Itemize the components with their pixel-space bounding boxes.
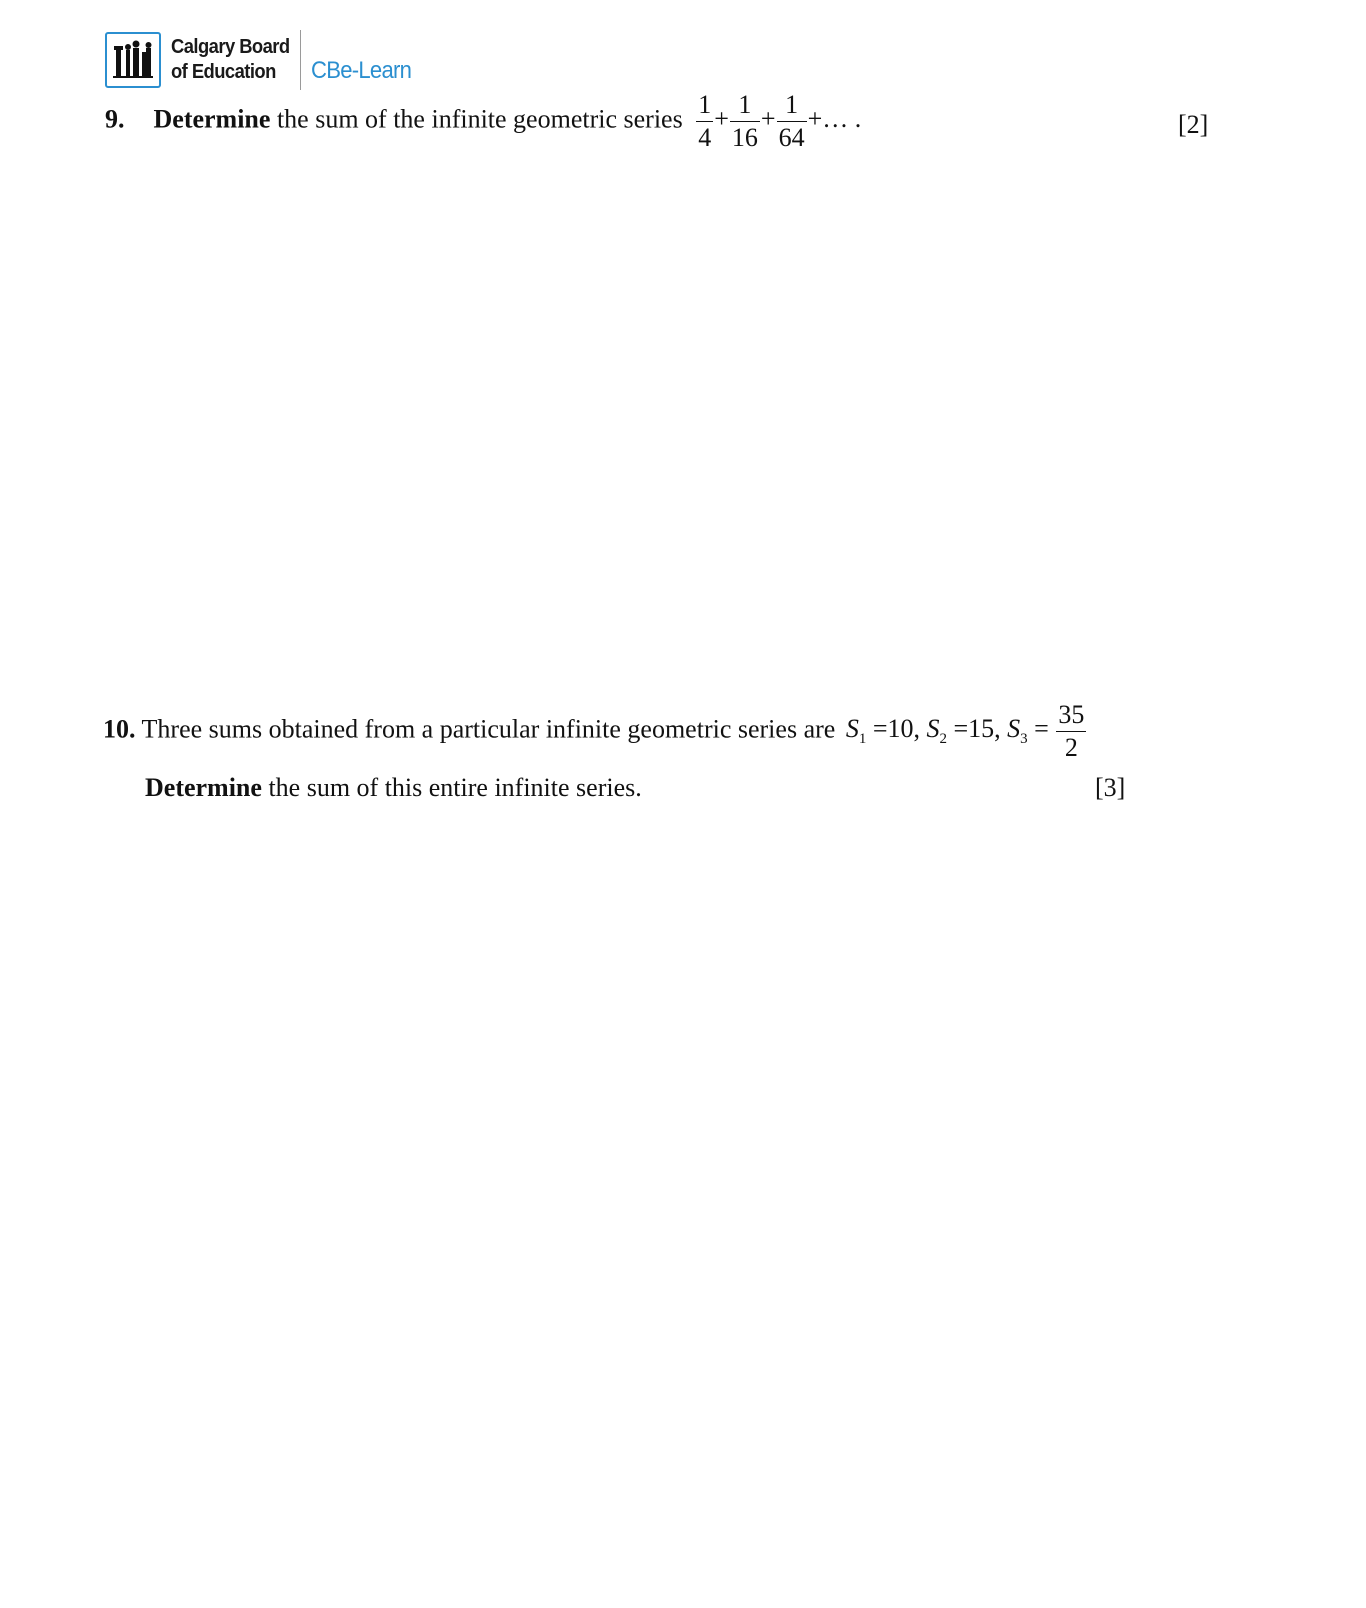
question-9 — [105, 92, 861, 151]
fraction-denominator: 64 — [778, 123, 805, 152]
sum-symbol: S — [1007, 714, 1021, 744]
product-name: CBe-Learn — [310, 57, 412, 84]
fraction-numerator: 1 — [730, 92, 760, 122]
org-name-line1: Calgary Board — [171, 36, 290, 58]
fraction-s3 — [1056, 702, 1086, 761]
fraction-numerator: 35 — [1056, 702, 1086, 732]
sum-subscript: 3 — [1020, 731, 1028, 748]
sum-value: =10, — [866, 714, 927, 744]
fraction-2 — [730, 92, 760, 151]
fraction-numerator: 1 — [777, 92, 807, 122]
question-text: Three sums obtained from a particular infinite geometric series are — [141, 714, 836, 744]
sum-symbol: S — [926, 714, 940, 744]
fraction-denominator: 4 — [698, 123, 712, 152]
org-name-line2: of Education — [171, 61, 276, 83]
fraction-3 — [777, 92, 807, 151]
question-verb: Determine — [153, 104, 271, 134]
sum-subscript: 2 — [939, 731, 947, 748]
question-text: the sum of this entire infinite series. — [268, 773, 642, 802]
sum-subscript: 1 — [858, 731, 867, 748]
question-verb: Determine — [145, 773, 262, 802]
plus-sign: + — [760, 104, 776, 134]
question-10-line2 — [145, 773, 642, 803]
series-expression — [695, 90, 862, 152]
people-silhouette-icon — [111, 38, 155, 82]
fraction-denominator: 16 — [731, 123, 758, 152]
question-9-marks: [2] — [1178, 110, 1209, 139]
sum-value: =15, — [946, 714, 1008, 744]
question-text: the sum of the infinite geometric series — [276, 104, 683, 134]
sum-symbol: S — [845, 714, 859, 744]
fraction-numerator: 1 — [696, 92, 713, 122]
equals-sign: = — [1027, 714, 1049, 744]
fraction-1 — [696, 92, 713, 151]
cbe-logo — [105, 32, 161, 88]
header-divider — [300, 30, 301, 90]
organization-name — [171, 35, 290, 85]
question-number: 9. — [105, 104, 125, 134]
plus-sign: + — [714, 104, 729, 134]
fraction-denominator: 2 — [1064, 733, 1078, 762]
question-10-marks: [3] — [1095, 773, 1126, 802]
page-header — [105, 30, 420, 90]
sums-expression — [845, 700, 1088, 762]
question-number: 10. — [103, 714, 136, 744]
question-10 — [103, 702, 1087, 761]
series-ellipsis: +… . — [807, 104, 862, 134]
